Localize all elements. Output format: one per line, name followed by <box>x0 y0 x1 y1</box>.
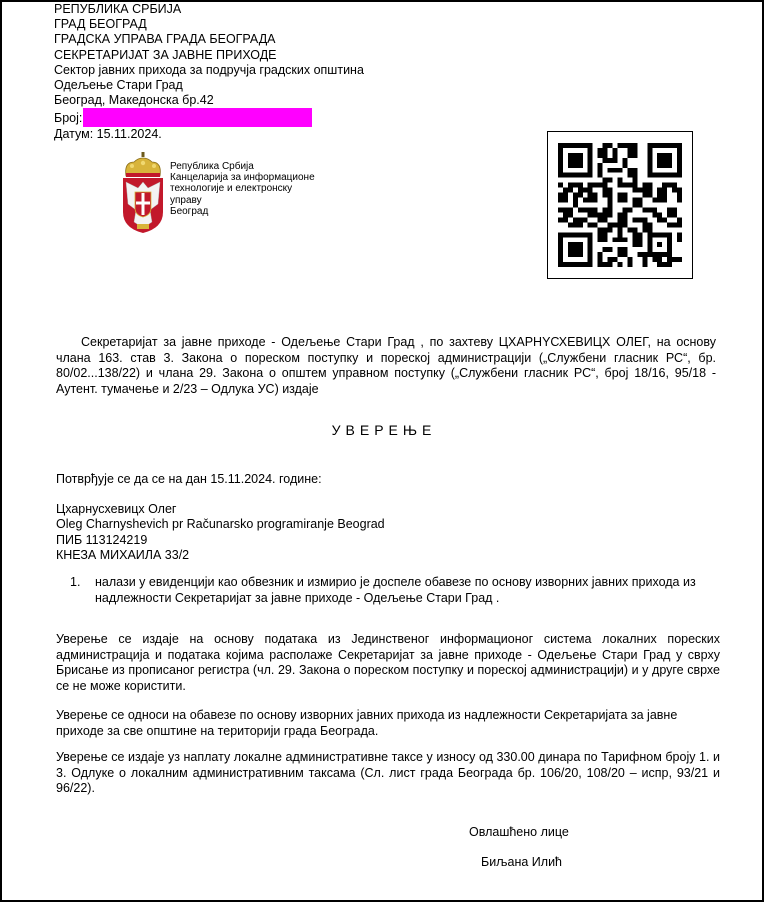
header-line: СЕКРЕТАРИЈАТ ЗА ЈАВНЕ ПРИХОДЕ <box>54 47 277 62</box>
intro-paragraph <box>56 335 716 397</box>
document-number <box>54 108 364 127</box>
intro-text: Секретаријат за јавне приходе - Одељење Стари Град , по захтеву ЦХАРНYСХЕВИЦХ ОЛЕГ, на основу члана 163. став 3. Закона о пореском поступку и пореској администрацији („Службени гласник РС“, бр. 80/02...138/22) и члана 29. Закона о општем управном поступку („Службени гласник РС“, број 18/16, 95/18 - Аутент. тумачење и 2/23 – Одлука УС) издаје <box>56 335 716 396</box>
logo-line: Република Србија <box>170 161 254 172</box>
taxpayer-name: Цхарнусхевицх Олег <box>56 502 177 516</box>
scope-paragraph: Уверење се односи на обавезе по основу изворних јавних прихода из надлежности Секретаријата за јавне приходе за све општине на територији града Београда. <box>56 708 678 738</box>
redacted-number <box>83 108 312 127</box>
document-title: УВЕРЕЊЕ <box>331 422 437 438</box>
taxpayer-business: Oleg Charnyshevich pr Računarsko programiranje Beograd <box>56 517 385 532</box>
fee-paragraph: Уверење се издаје уз наплату локалне административне таксе у износу од 330.00 динара по Тарифном броју 1. и 3. Одлуке о локалним административним таксама (Сл. лист града Београда бр. 106/20, 108/20 – испр, 93/21 и 96/22). <box>56 750 720 795</box>
serbian-coat-of-arms-icon <box>120 152 166 234</box>
taxpayer-block <box>56 502 385 563</box>
agency-logo-text <box>170 161 315 217</box>
header-line: Београд, Македонска бр.42 <box>54 93 214 108</box>
confirmation-line: Потврђује се да се на дан 15.11.2024. године: <box>56 472 322 486</box>
issuer-header <box>54 2 364 143</box>
logo-line: управу <box>170 194 202 206</box>
purpose-paragraph: Уверење се издаје на основу података из Јединственог информационог система локалних пореских администрација и података којима располаже Секретаријат за јавне приходе - Одељење Стари Град у сврху Брисање из прописаног регистра (чл. 29. Закона о пореском поступку и пореској администрацији) и у друге сврхе се не може користити. <box>56 632 720 693</box>
header-line: Одељење Стари Град <box>54 78 183 93</box>
document-date: Датум: 15.11.2024. <box>54 127 162 142</box>
header-line: РЕПУБЛИКА СРБИЈА <box>54 2 182 16</box>
list-item-text: налази у евиденцији као обвезник и измирио је доспеле обавезе по основу изворних јавних прихода из надлежности Секретаријат за јавне приходе - Одељење Стари Град . <box>95 575 696 605</box>
taxpayer-address: КНЕЗА МИХАИЛА 33/2 <box>56 547 190 562</box>
logo-line: технологије и електронску <box>170 183 293 195</box>
list-item-number: 1. <box>70 575 81 589</box>
signatory-name: Биљана Илић <box>481 855 563 869</box>
logo-line: Канцеларија за информационе <box>170 172 315 184</box>
qr-code-icon <box>547 131 693 279</box>
taxpayer-pib: ПИБ 113124219 <box>56 532 148 547</box>
logo-line: Београд <box>170 205 209 217</box>
header-line: ГРАДСКА УПРАВА ГРАДА БЕОГРАДА <box>54 32 276 47</box>
signatory-title: Овлашћено лице <box>469 825 569 839</box>
number-label: Број: <box>54 111 83 126</box>
header-line: ГРАД БЕОГРАД <box>54 17 147 32</box>
header-line: Сектор јавних прихода за подручја градских општина <box>54 62 364 77</box>
